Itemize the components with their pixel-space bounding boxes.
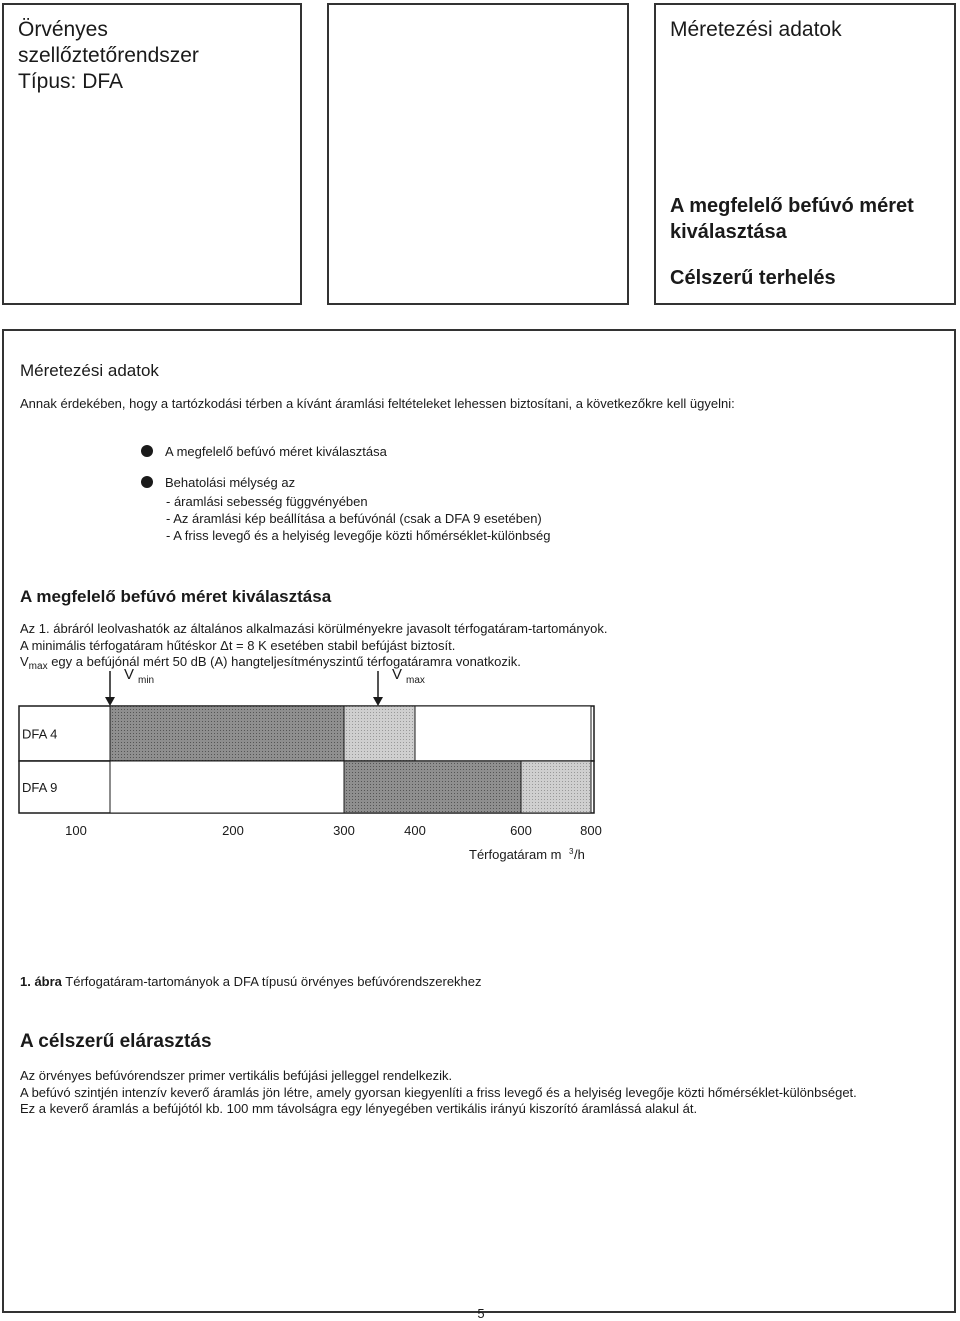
section2-line-3 xyxy=(20,654,521,675)
bullet-text-1: A megfelelő befúvó méret kiválasztása xyxy=(165,444,387,459)
vmax-subscript: max xyxy=(28,661,48,672)
marker-arrow-icon xyxy=(373,697,383,706)
x-axis-label-tail: /h xyxy=(574,847,585,862)
x-axis-label: Térfogatáram m xyxy=(469,847,562,862)
figure-caption xyxy=(20,974,482,989)
range-bar-light xyxy=(521,761,591,813)
title-box xyxy=(2,3,302,305)
product-title-line-2: szellőztetőrendszer xyxy=(18,44,199,67)
main-content-box xyxy=(2,329,956,1321)
volume-flow-chart xyxy=(4,666,954,891)
product-title-line-1: Örvényes xyxy=(18,18,108,41)
tick-label: 200 xyxy=(222,823,244,838)
series-label: DFA 9 xyxy=(22,780,58,795)
section1-title: Méretezési adatok xyxy=(20,361,159,380)
range-bar-light xyxy=(344,706,415,761)
page-number: 5 xyxy=(477,1306,485,1321)
range-bar-dark xyxy=(344,761,521,813)
caption-label: 1. ábra xyxy=(20,974,62,989)
section2-line-1: Az 1. ábráról leolvashatók az általános alkalmazási körülményekre javasolt térfogatáram-tartományok. xyxy=(20,621,608,636)
product-title-line-3: Típus: DFA xyxy=(18,70,124,93)
section3-line-3: Ez a keverő áramlás a befújótól kb. 100 mm távolságra egy lényegében vertikális irányú kiszorító áramlássá alakul át. xyxy=(20,1101,698,1116)
x-axis-label-sup: 3 xyxy=(569,847,574,856)
tick-label: 600 xyxy=(510,823,532,838)
section2-line-2: A minimális térfogatáram hűtéskor Δt = 8 K esetében stabil befújást biztosít. xyxy=(20,638,456,653)
subsection-heading-2: Célszerű terhelés xyxy=(670,267,836,289)
range-bar-empty xyxy=(415,706,591,761)
tick-label: 800 xyxy=(580,823,602,838)
tick-label: 400 xyxy=(404,823,426,838)
caption-text: Térfogatáram-tartományok a DFA típusú örvényes befúvórendszerekhez xyxy=(61,974,482,989)
bullet-text-2: Behatolási mélység az xyxy=(165,475,296,490)
marker-sub: max xyxy=(406,675,425,686)
bullet-dot-icon xyxy=(141,476,153,488)
bullet-item-2 xyxy=(141,475,295,491)
marker-label: V xyxy=(124,666,135,683)
subsection-heading-1: A megfelelő befúvó méret kiválasztása xyxy=(670,195,914,243)
section-header-box xyxy=(654,3,956,305)
product-title xyxy=(18,17,199,95)
bullet-dot-icon xyxy=(141,445,153,457)
section-label: Méretezési adatok xyxy=(670,18,842,41)
vmax-symbol: V xyxy=(20,654,29,669)
range-bar-dark xyxy=(110,706,344,761)
section3-title: A célszerű elárasztás xyxy=(20,1031,212,1052)
bullet-item-1 xyxy=(141,444,387,460)
sub-item-2: - Az áramlási kép beállítása a befúvónál (csak a DFA 9 esetében) xyxy=(166,511,542,526)
sub-item-3: - A friss levegő és a helyiség levegője közti hőmérséklet-különbség xyxy=(166,528,551,543)
marker-sub: min xyxy=(138,675,155,686)
section2-title: A megfelelő befúvó méret kiválasztása xyxy=(20,587,332,606)
section2-line-3-text: egy a befújónál mért 50 dB (A) hangteljesítményszintű térfogatáramra vonatkozik. xyxy=(47,654,521,669)
tick-label: 100 xyxy=(65,823,87,838)
tick-label: 300 xyxy=(333,823,355,838)
marker-arrow-icon xyxy=(105,697,115,706)
intro-paragraph: Annak érdekében, hogy a tartózkodási térben a kívánt áramlási feltételeket lehessen biztosítani, a következőkre kell ügyelni: xyxy=(20,396,735,411)
sub-item-1: - áramlási sebesség függvényében xyxy=(166,494,368,509)
marker-label: V xyxy=(392,666,403,683)
image-box-placeholder xyxy=(327,3,629,305)
section3-line-1: Az örvényes befúvórendszer primer vertikális befújási jelleggel rendelkezik. xyxy=(20,1068,453,1083)
series-label: DFA 4 xyxy=(22,726,58,742)
section3-line-2: A befúvó szintjén intenzív keverő áramlás jön létre, amely gyorsan kiegyenlíti a friss levegő és a helyiség levegője közti hőmérséklet-különbséget. xyxy=(20,1085,857,1100)
range-bar-empty xyxy=(110,761,344,813)
